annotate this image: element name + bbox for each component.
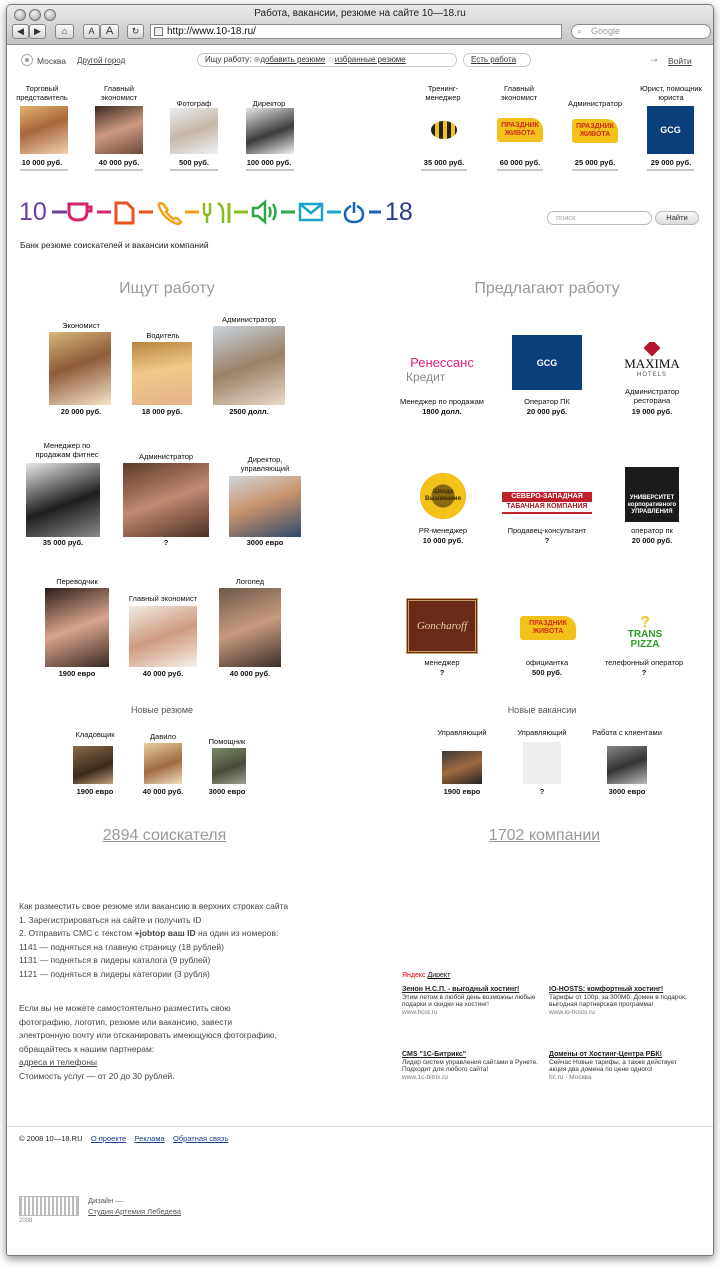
new-resume-title: Помощник [208,737,246,746]
new-vacancy-photo[interactable] [607,746,647,784]
footer-links [19,1134,228,1143]
top-item-salary: 35 000 руб. [423,158,465,167]
ad-url[interactable]: hc.ru · Москва [549,1073,592,1081]
design-label: Дизайн — [88,1196,123,1205]
seeker-salary: 35 000 руб. [42,538,84,547]
employer-title: оператор пк [631,526,673,535]
ad-block[interactable] [402,986,542,1016]
seeker-salary: 18 000 руб. [141,407,183,416]
new-resume-salary: 1900 евро [76,787,114,796]
instructions-step2 [19,927,349,941]
back-arrow-icon: ◀ [17,26,24,36]
employer-logo[interactable] [615,616,675,656]
top-item-underline [246,169,294,171]
design-studio-link[interactable]: Студия Артемия Лебедева [88,1207,182,1216]
top-item-logo[interactable] [421,106,467,154]
new-resume-photo[interactable] [212,748,246,784]
reload-icon: ↻ [131,26,140,36]
seeker-title: Переводчик [56,577,98,586]
employer-title: менеджер [424,658,460,667]
top-item-underline [421,169,467,171]
site-search-input[interactable]: поиск [547,211,652,225]
top-item-title: Юрист, помощник юриста [640,84,702,102]
seeker-title: Администратор [138,452,194,461]
logo-text: СЕВЕРО-ЗАПАДНАЯ [502,492,592,502]
top-item-underline [497,169,543,171]
employer-logo[interactable]: Шкода Вышивания [417,468,469,524]
ad-text: Этим летом в любой день возможны любые подарки и скидки на хостинг! [402,993,536,1008]
new-vacancy-title: Работа с клиентами [592,728,662,737]
seeking-work-pill [197,53,457,67]
new-resumes-heading: Новые резюме [130,705,194,715]
logo-subtext: Кредит [406,370,446,384]
new-vacancy-photo[interactable] [523,742,561,784]
seeking-label: Ищу работу: [205,55,252,64]
employer-salary: ? [439,668,445,677]
have-work-pill[interactable] [463,53,531,67]
footer-year: 2008 [19,1218,33,1224]
seeker-salary: 1900 евро [58,669,96,678]
favorites-link[interactable]: избранные резюме [334,55,406,64]
top-item-title: Торговый представитель [16,84,68,102]
top-item-salary: 25 000 руб. [574,158,616,167]
sms-code-line: 1141 — подняться на главную страницу (18 рублей) [19,942,224,952]
mail-icon [300,204,322,220]
top-item-title: Главный экономист [100,84,138,102]
svg-text:10: 10 [19,198,47,226]
ad-text: Лидер систем управления сайтами в Рунете. Подходит для любого сайта! [402,1058,538,1073]
star-icon: ☆ [327,55,335,64]
about-link[interactable]: О проекте [90,1134,127,1143]
top-item-underline [20,169,68,171]
seeker-title: Менеджер по продажам фитнес [35,441,99,459]
pizza-question-icon: ? [640,616,650,631]
login-link[interactable]: Войти [668,56,692,66]
seeker-title: Логопед [235,577,265,586]
top-item-underline [95,169,143,171]
partners-paragraph-line: электронную почту или отсканировать имеющуюся фотографию, [19,1030,277,1040]
window-title: Работа, вакансии, резюме на сайте 10—18.ru [254,8,466,19]
top-item-title: Тренинг-менеджер [425,84,461,102]
new-resume-title: Кладовщик [75,730,115,739]
employer-salary: ? [641,668,647,677]
page-content [7,46,713,1256]
ad-text: Тарифы от 100р. за 300Мб. Домен в подарок, выгодная партнерская программа! [549,993,687,1008]
employer-logo[interactable] [402,355,482,391]
browser-search-field[interactable] [571,24,711,39]
power-icon [345,202,363,222]
seeker-title: Экономист [62,321,100,330]
site-tagline: Банк резюме соискателей и вакансии компаний [20,240,209,250]
url-text: http://www.10-18.ru/ [167,26,256,37]
employer-logo[interactable]: Goncharoff [406,598,478,654]
phone-icon [159,203,181,224]
employer-salary: 19 000 руб. [631,407,673,416]
studio-logo-icon[interactable] [19,1196,79,1216]
new-vacancy-salary: 1900 евро [443,787,481,796]
top-item-title: Главный экономист [500,84,538,102]
services-price: Стоимость услуг — от 20 до 30 рублей. [19,1071,175,1081]
ad-title[interactable]: Зенон Н.С.П. - выгодный хостинг! [402,986,520,993]
employer-salary: 500 руб. [532,668,562,677]
other-city-link[interactable]: Другой город [77,56,126,65]
seeker-title: Водитель [146,331,180,340]
favicon-icon [154,27,163,36]
ad-text: Сейчас Новые тарифы, а также действует акция два домена по цене одного! [549,1058,677,1073]
employer-salary: 20 000 руб. [526,407,568,416]
employer-logo[interactable] [615,342,689,382]
top-item-title: Фотограф [176,99,212,108]
new-resume-salary: 3000 евро [208,787,246,796]
employer-title: PR-менеджер [418,526,468,535]
advertising-link[interactable]: Реклама [134,1134,165,1143]
new-resume-photo[interactable] [144,743,182,784]
text-larger-button[interactable]: A [100,24,119,39]
new-vacancy-title: Управляющий [517,728,567,737]
logo-subtext: HOTELS [636,372,667,378]
site-logo[interactable] [19,198,429,226]
browser-search-placeholder: Google [591,26,621,36]
ad-url[interactable]: www.1c-bitrix.ru [402,1073,448,1081]
logo-subtext: ТАБАЧНАЯ КОМПАНИЯ [502,502,592,514]
employers-heading: Предлагают работу [474,280,620,297]
svg-text:18: 18 [385,198,413,226]
sms-code-line: 1131 — подняться в лидеры каталога (9 рублей) [19,955,211,965]
ad-url[interactable]: www.io-hosts.ru [549,1008,595,1016]
seeker-salary: ? [163,538,169,547]
home-icon: ⌂ [61,26,68,36]
ad-title[interactable]: IO-HOSTS: комфортный хостинг! [549,986,664,993]
new-vacancy-salary: 3000 евро [608,787,646,796]
seeker-photo[interactable] [26,463,100,537]
seeker-salary: 3000 евро [246,538,284,547]
step2-text-end: на один из номеров: [195,928,279,938]
partners-paragraph-line: обращайтесь к нашим партнерам: [19,1044,155,1054]
speaker-icon [253,202,276,222]
document-icon [116,203,133,223]
logo-text: TRANS [627,629,663,640]
ad-title[interactable]: Домены от Хостинг-Центра РБК! [549,1051,662,1058]
seeker-photo[interactable] [49,332,111,405]
logo-subtext: PIZZA [630,639,660,650]
companies-count-link[interactable]: 1702 компании [488,827,601,844]
new-vacancy-photo[interactable] [442,751,482,784]
seeker-photo[interactable] [219,588,281,667]
new-vacancies-heading: Новые вакансии [507,705,577,715]
instructions-title: Как разместить свое резюме или вакансию в верхних строках сайта [19,901,289,911]
employer-title: телефонный оператор [604,658,684,667]
top-item-photo[interactable] [170,108,218,154]
ads-header [402,972,450,979]
employer-salary: 10 000 руб. [422,536,464,545]
seeker-salary: 40 000 руб. [229,669,271,678]
sms-code-line: 1121 — подняться в лидеры категории (3 рубля) [19,969,210,979]
top-item-logo[interactable]: ПРАЗДНИК ЖИВОТА [497,106,543,154]
employer-salary: 20 000 руб. [631,536,673,545]
employer-title: Оператор ПК [524,397,570,406]
top-item-salary: 60 000 руб. [499,158,541,167]
top-item-salary: 10 000 руб. [21,158,63,167]
cup-icon [69,204,91,220]
instructions-step1: 1. Зарегистрироваться на сайте и получить ID [19,915,202,925]
seeker-title: Главный экономист [128,594,198,603]
step2-text: 2. Отправить СМС с текстом [19,928,135,938]
new-vacancy-title: Управляющий [437,728,487,737]
employer-salary: 1800 долл. [422,407,462,416]
employer-logo[interactable] [502,492,592,518]
seeker-salary: 2500 долл. [229,407,269,416]
employer-logo[interactable]: УНИВЕРСИТЕТ корпоративного УПРАВЛЕНИЯ [625,467,679,522]
employer-title: Продавец-консультант [507,526,587,535]
top-item-photo[interactable] [246,108,294,154]
employer-title: Менеджер по продажам [400,397,484,406]
new-resume-title: Давило [149,732,177,741]
seeker-salary: 20 000 руб. [60,407,102,416]
seeker-photo[interactable] [229,476,301,537]
top-item-title: Администратор [567,99,623,108]
employer-logo[interactable] [520,599,576,657]
ad-block[interactable] [549,986,689,1016]
new-vacancy-salary: ? [539,787,545,796]
seeker-photo[interactable] [45,588,109,667]
seeker-photo[interactable] [213,326,285,405]
feedback-link[interactable]: Обратная связь [173,1134,229,1143]
new-resume-salary: 40 000 руб. [142,787,184,796]
employer-salary: ? [544,536,550,545]
seeker-title: Администратор [221,315,277,324]
yandex-brand: Яндекс [402,972,426,979]
logo-text: MAXIMA [624,356,680,371]
seekers-count-link[interactable]: 2894 соискателя [102,827,227,844]
forward-arrow-icon: ▶ [34,26,41,36]
employer-title: официантка [525,658,569,667]
top-item-photo[interactable] [95,106,143,154]
top-item-salary: 29 000 руб. [650,158,692,167]
seeker-photo[interactable] [132,342,192,405]
add-resume-link[interactable]: добавить резюме [260,55,326,64]
top-item-underline [572,169,618,171]
title-bar [7,5,713,45]
logo-text: Ренессанс [410,355,474,370]
employer-logo[interactable]: GCG [512,335,582,390]
top-item-salary: 100 000 руб. [246,158,292,167]
top-item-salary: 500 руб. [179,158,209,167]
maxima-diamond-icon [644,342,661,356]
site-search-button[interactable]: Найти [655,211,699,225]
top-item-title: Директор [252,99,286,108]
have-work-link[interactable]: Есть работа [471,55,517,64]
search-icon: ⌕ [577,26,583,36]
seekers-heading: Ищут работу [119,280,215,297]
ad-block[interactable] [549,1051,689,1081]
top-item-underline [170,169,218,171]
partners-link[interactable]: адреса и телефоны [19,1057,98,1067]
employer-title: Администратор ресторана [624,387,680,405]
back-button[interactable] [12,24,29,39]
seeker-photo[interactable] [129,606,197,667]
forward-button[interactable] [29,24,46,39]
partners-paragraph-line: фотографию, логотип, резюме или вакансию, завести [19,1017,233,1027]
bee-icon [431,121,457,139]
footer-divider [7,1126,713,1127]
top-item-photo[interactable] [20,106,68,154]
browser-window [6,4,714,1256]
ad-title[interactable]: CMS "1С-Битрикс" [402,1051,467,1058]
ad-url[interactable]: www.host.ru [402,1008,438,1016]
partners-paragraph-line: Если вы не можете самостоятельно разместить свою [19,1003,231,1013]
fork-knife-icon [204,203,223,223]
home-button[interactable] [55,24,74,39]
ad-block[interactable] [402,1051,542,1081]
top-item-salary: 40 000 руб. [98,158,140,167]
top-item-logo[interactable]: GCG [647,106,694,154]
city-radio-icon[interactable] [21,54,33,66]
address-bar[interactable] [150,24,562,39]
top-item-underline [647,169,694,171]
top-item-logo[interactable]: ПРАЗДНИК ЖИВОТА [572,108,618,154]
direct-link[interactable]: Директ [427,972,451,979]
copyright: © 2008 10—18.RU [19,1134,83,1143]
seeker-salary: 40 000 руб. [142,669,184,678]
sms-code: +jobtop ваш ID [134,928,196,938]
seeker-photo[interactable] [123,463,209,537]
add-icon: ⊕ [253,55,261,64]
seeker-title: Директор, управляющий [240,455,290,473]
new-resume-photo[interactable] [73,746,113,784]
city-label: Москва [37,56,67,66]
reload-button[interactable] [127,24,144,39]
key-icon: ⊸ [650,55,658,65]
logo-text: ПРАЗДНИК ЖИВОТА [520,616,576,640]
text-smaller-button[interactable]: A [83,24,100,39]
